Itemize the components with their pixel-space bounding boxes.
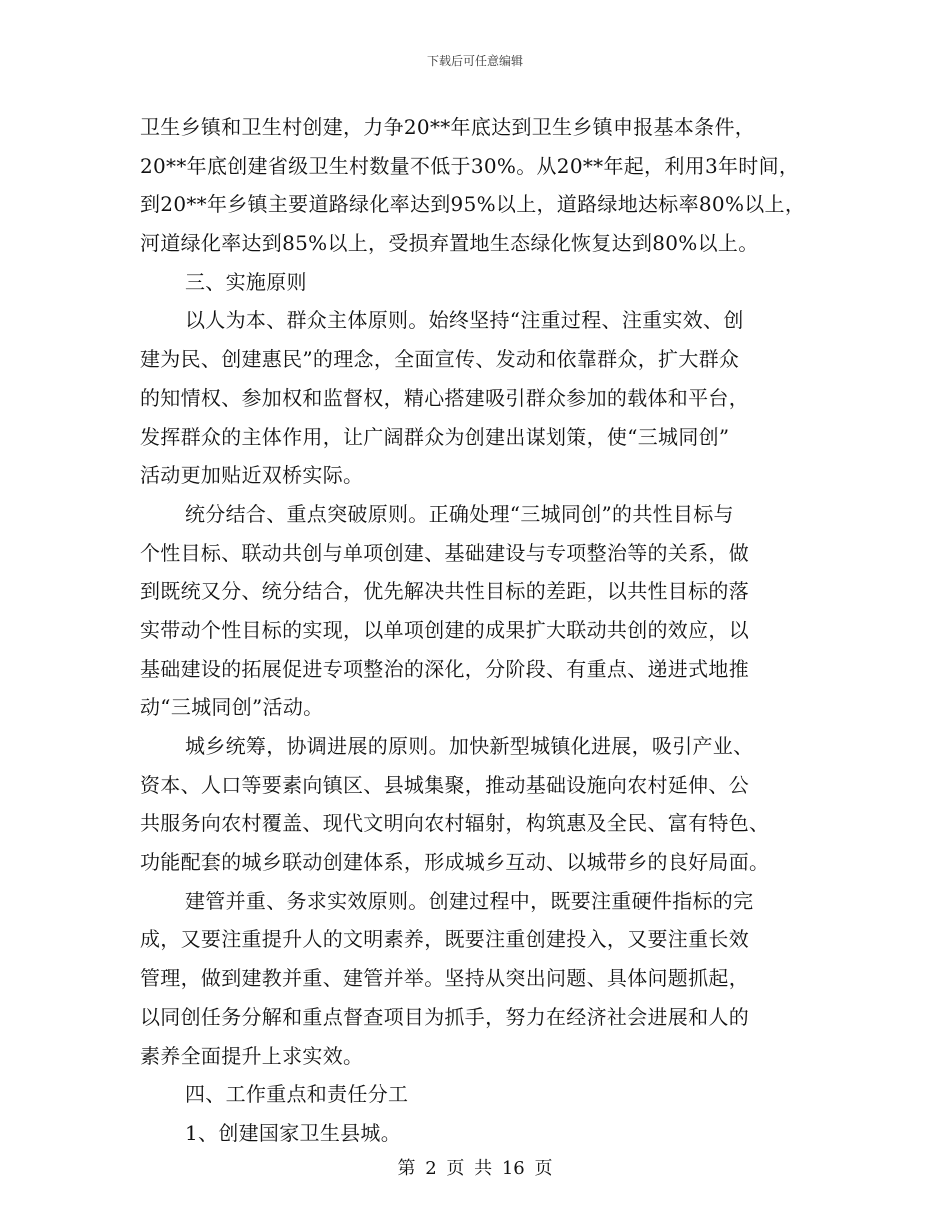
text-line: 发挥群众的主体作用，让广阔群众为创建出谋划策，使“三城同创” [140, 424, 730, 449]
text-line: 统分结合、重点突破原则。正确处理“三城同创”的共性目标与 [185, 501, 734, 526]
text-line: 20**年底创建省级卫生村数量不低于30%。从20**年起，利用3年时间， [140, 153, 800, 178]
text-line: 卫生乡镇和卫生村创建，力争20**年底达到卫生乡镇申报基本条件， [140, 115, 756, 139]
text-line: 动“三城同创”活动。 [140, 695, 324, 720]
text-line: 建为民、创建惠民”的理念，全面宣传、发动和依靠群众，扩大群众 [140, 347, 740, 372]
text-line: 功能配套的城乡联动创建体系，形成城乡互动、以城带乡的良好局面。 [140, 850, 770, 875]
page-number: 第 2 页 共 16 页 [397, 1158, 553, 1179]
text-line: 共服务向农村覆盖、现代文明向农村辐射，构筑惠及全民、富有特色、 [140, 811, 770, 836]
text-line: 活动更加贴近双桥实际。 [140, 463, 364, 488]
document-body [140, 108, 820, 1153]
text-line: 的知情权、参加权和监督权，精心搭建吸引群众参加的载体和平台， [140, 385, 749, 410]
text-line: 实带动个性目标的实现，以单项创建的成果扩大联动共创的效应，以 [140, 617, 749, 642]
text-line: 河道绿化率达到85%以上，受损弃置地生态绿化恢复达到80%以上。 [140, 231, 759, 256]
text-line: 到既统又分、统分结合，优先解决共性目标的差距，以共性目标的落 [140, 579, 749, 604]
text-line: 三、实施原则 [185, 269, 307, 294]
text-line: 资本、人口等要素向镇区、县城集聚，推动基础设施向农村延伸、公 [140, 772, 749, 797]
text-line: 管理，做到建教并重、建管并举。坚持从突出问题、具体问题抓起， [140, 966, 749, 991]
page-header: 下载后可任意编辑 [426, 54, 523, 68]
text-line: 个性目标、联动共创与单项创建、基础建设与专项整治等的关系，做 [140, 540, 749, 565]
text-line: 基础建设的拓展促进专项整治的深化，分阶段、有重点、递进式地推 [140, 656, 749, 681]
text-line: 以人为本、群众主体原则。始终坚持“注重过程、注重实效、创 [185, 308, 744, 333]
text-line: 到20**年乡镇主要道路绿化率达到95%以上，道路绿地达标率80%以上， [140, 192, 806, 217]
text-line: 以同创任务分解和重点督查项目为抓手，努力在经济社会进展和人的 [140, 1004, 749, 1029]
text-line: 城乡统筹，协调进展的原则。加快新型城镇化进展，吸引产业、 [185, 734, 754, 758]
text-line: 素养全面提升上求实效。 [140, 1043, 364, 1068]
text-line: 成，又要注重提升人的文明素养，既要注重创建投入，又要注重长效 [140, 927, 749, 952]
text-line: 1、创建国家卫生县城。 [185, 1120, 402, 1145]
text-line: 建管并重、务求实效原则。创建过程中，既要注重硬件指标的完 [185, 888, 754, 913]
text-line: 四、工作重点和责任分工 [185, 1082, 409, 1107]
